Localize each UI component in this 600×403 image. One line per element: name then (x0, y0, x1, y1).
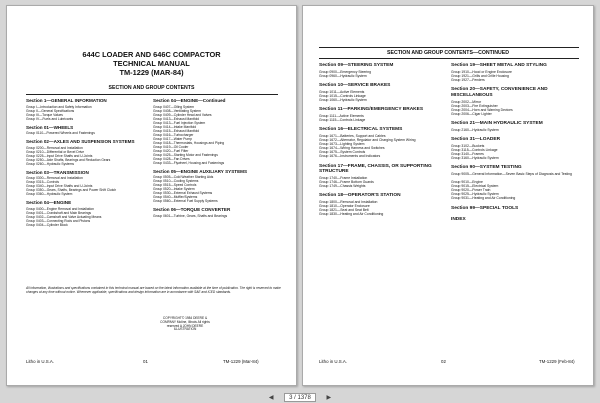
group-entry: Group 1746—Frame Bottom Guards (319, 180, 374, 184)
group-entry: Group 1749—Chassis Weights (319, 184, 366, 189)
group-entry: Group 1015—Controls Linkage (319, 93, 366, 98)
section-heading: Section 99—SPECIAL TOOLS (451, 205, 519, 211)
group-entry: Group 0425—Starting Motor and Fastenings (153, 152, 218, 157)
group-entry: Group 1821—Seat and Seat Belt (319, 208, 369, 213)
group-entry: Group 0340—Input Drive Shafts and U-Joints (26, 184, 93, 189)
group-entry: Group 0960—Hydraulic System (319, 73, 367, 78)
group-entry: Group 0300—Removal and Installation (26, 176, 83, 181)
divider (319, 47, 579, 48)
group-entry: Group 0419—Oil Cooler (153, 144, 189, 149)
notice-text: All information, illustrations and specifications contained in this technical manual are based on the latest information available at the time of publication. The right is reserved to make changes at any time without notice. Whenever applicable, specifications and design information are in accordance with SAE and ICED standards. (26, 286, 281, 294)
viewer-toolbar (0, 391, 600, 403)
section-heading: Section 06—TORQUE CONVERTER (153, 207, 231, 213)
section-heading: Section 18—OPERATOR'S STATION (319, 193, 401, 199)
group-entry: Group 1115—Controls Linkage (319, 118, 366, 122)
group-entry: Group 3160—Hydraulic System (451, 155, 499, 160)
group-entry: Group 9010—Engine (451, 180, 483, 184)
section-heading: Section 11—PARKING/EMERGENCY BRAKES (319, 107, 424, 113)
group-entry: Group 0110—Powered Wheels and Fastenings (26, 131, 95, 136)
section-heading: Section 16—ELECTRICAL SYSTEMS (319, 127, 403, 133)
group-entry: Group I—Introduction and Safety Information (26, 104, 92, 109)
group-entry: Group 0407—Oiling System (153, 104, 195, 109)
group-entry: Group 3140—Frames (451, 151, 484, 156)
group-entry: Group 2004—Horn and Warning Devices (451, 107, 513, 112)
section-heading: Section 20—SAFETY, CONVENIENCE AND MISCELLANEOUS (451, 87, 548, 98)
group-entry: Group 0350—Gears, Shafts, Bearings and Power Shift Clutch (26, 188, 117, 193)
footer-litho: Litho in U.S.A. (319, 359, 348, 364)
group-entry: Group 0420—Fuel Filter (153, 148, 189, 153)
group-entry: Group 0530—External Exhaust Systems (153, 191, 213, 196)
manual-title: 644C LOADER AND 646C COMPACTOR (82, 50, 221, 59)
group-entry: Group II—General Specifications (26, 108, 75, 113)
group-entry: Group 0401—Crankshaft and Main Bearings (26, 211, 92, 215)
section-heading: Section 90—SYSTEM TESTING (451, 165, 522, 170)
group-entry: Group 0200—Removal and Installation (26, 145, 83, 150)
contents-heading-continued: SECTION AND GROUP CONTENTS—CONTINUED (387, 50, 509, 56)
group-entry: Group 3102—Buckets (451, 143, 485, 148)
group-entry: Group 0225—Input Drive Shafts and U-Joints (26, 153, 93, 158)
group-entry: Group 0418—Thermostats, Housings and Piping (153, 140, 225, 145)
group-entry: Group 0404—Cylinder Block (26, 223, 68, 227)
group-entry: Group 0400—Engine Removal and Installation (26, 207, 94, 211)
group-entry: Group 0413—Fuel Injection System (153, 120, 206, 125)
group-entry: Group 0417—Water Pump (153, 136, 192, 141)
next-page-button[interactable]: ▶ (326, 394, 332, 401)
group-entry: Group 0315—Controls (26, 180, 59, 185)
group-entry: Group 2002—Mirror (451, 99, 482, 104)
group-entry: Group 1740—Frame Installation (319, 175, 368, 180)
group-entry: Group 9015—Electrical System (451, 184, 499, 189)
manual-number: TM-1229 (MAR-84) (119, 68, 184, 77)
group-entry: Group 0360—Hydraulic System (26, 192, 73, 197)
group-entry: Group 0505—Cold Weather Starting Aids (153, 175, 214, 180)
group-entry: Group 1830—Heating and Air Conditioning (319, 212, 384, 217)
footer-page-number: 02 (441, 359, 446, 364)
group-entry: Group 0433—Flywheel, Housing and Fastenings (153, 160, 225, 165)
group-entry: Group 1673—Lighting System (319, 142, 365, 147)
group-entry: Group 1675—System Controls (319, 150, 366, 155)
group-entry: Group 0416—Turbocharger (153, 132, 194, 137)
footer-manual-id: TM-1229 (Mar-84) (223, 359, 259, 364)
divider (319, 58, 579, 59)
group-entry: Group 1111—Active Elements (319, 113, 364, 118)
section-heading: Section 05—ENGINE AUXILIARY SYSTEMS (153, 168, 248, 174)
section-heading: Section 21—MAIN HYDRAULIC SYSTEM (451, 120, 543, 126)
group-entry: Group 0403—Connecting Rods and Pistons (26, 219, 91, 223)
section-heading: INDEX (451, 217, 466, 223)
group-entry: Group 0408—Ventilating System (153, 108, 201, 113)
group-entry: Group 0402—Camshaft and Valve Actuating Means (26, 215, 102, 219)
group-entry: Group IV—Fuels and Lubricants (26, 116, 74, 121)
section-heading: Section 19—SHEET METAL AND STYLING (451, 63, 547, 68)
group-entry: Group 2006—Cigar Lighter (451, 111, 492, 116)
section-heading: Section 1—GENERAL INFORMATION (26, 98, 107, 103)
divider (26, 94, 278, 95)
group-entry: Group 0414—Intake Manifold (153, 124, 197, 129)
section-heading: Section 03—TRANSMISSION (26, 169, 89, 175)
group-entry: Group 1810—Operator Enclosure (319, 204, 370, 209)
group-entry: Group 1927—Fenders (451, 78, 485, 82)
footer-manual-id: TM-1229 (Feb-84) (539, 359, 575, 364)
group-entry: Group 0601—Turbine, Gears, Shafts and Bearings (153, 213, 228, 218)
group-entry: Group 0900—Emergency Steering (319, 69, 372, 74)
group-entry: Group 0515—Speed Controls (153, 183, 197, 188)
page-indicator[interactable]: 3 / 1378 (284, 393, 316, 402)
group-entry: Group 0540—Muffler/Systems (153, 195, 198, 200)
group-entry: Group 0428—Fan Drives (153, 156, 190, 161)
group-entry: Group 1910—Hood or Engine Enclosure (451, 69, 512, 74)
group-entry: Group 0510—Cooling Systems (153, 179, 199, 184)
group-entry: Group 0409—Cylinder Head and Valves (153, 112, 212, 117)
group-entry: Group 1674—Wiring Harness and Switches (319, 146, 385, 151)
section-heading: Section 31—LOADER (451, 136, 501, 142)
group-entry: Group 9020—Power Train (451, 188, 491, 193)
previous-page-button[interactable]: ◀ (268, 394, 274, 401)
section-heading: Section 09—STEERING SYSTEM (319, 63, 394, 68)
group-entry: Group 2160—Hydraulic System (451, 127, 499, 132)
section-heading: Section 04—ENGINE (26, 200, 72, 206)
group-entry: Group 9005—General Information—Seven Basic Steps of Diagnosis and Testing (451, 171, 572, 176)
contents-heading: SECTION AND GROUP CONTENTS (108, 85, 195, 91)
group-entry: Group 1060—Hydraulic System (319, 98, 367, 102)
group-entry: Group 0210—Differential or Bevel Drive (26, 149, 85, 154)
manual-page-left (6, 5, 297, 386)
group-entry: Group 0413—Exhaust Manifold (153, 116, 200, 121)
group-entry: Group 3115—Controls Linkage (451, 147, 498, 152)
group-entry: Group 1800—Removal and Installation (319, 200, 378, 204)
section-heading: Section 04—ENGINE—Continued (153, 98, 226, 103)
group-entry: Group 1672—Alternator, Regulator and Charging System Wiring (319, 138, 416, 142)
manual-page-right (302, 5, 594, 386)
group-entry: Group 0415—Exhaust Manifold (153, 128, 200, 133)
manual-subtitle: TECHNICAL MANUAL (113, 59, 190, 68)
group-entry: Group 0560—External Fuel Supply Systems (153, 199, 218, 204)
group-entry: Group 2003—Fire Extinguisher (451, 103, 498, 108)
footer-litho: Litho in U.S.A. (26, 359, 55, 364)
group-entry: Group 0250—Axle Shafts, Bearings and Reduction Gears (26, 157, 111, 162)
section-heading: Section 10—SERVICE BRAKES (319, 83, 391, 88)
footer-page-number: 01 (143, 359, 148, 364)
group-entry: Group 9025—Hydraulic System (451, 192, 499, 197)
group-entry: Group 0260—Hydraulic Systems (26, 161, 75, 166)
group-entry: Group III—Torque Values (26, 112, 63, 117)
section-heading: Section 02—AXLES AND SUSPENSION SYSTEMS (26, 139, 135, 145)
group-entry: Group 0520—Intake System (153, 187, 195, 192)
group-entry: Group 1671—Batteries, Support and Cables (319, 133, 386, 138)
section-heading: Section 01—WHEELS (26, 124, 74, 130)
group-entry: Group 9031—Heating and Air Conditioning (451, 196, 516, 201)
section-heading: Section 17—FRAME, CHASSIS, OR SUPPORTING STRUCTURE (319, 163, 432, 175)
group-entry: Group 1676—Instruments and Indicators (319, 154, 381, 159)
group-entry: Group 1011—Active Elements (319, 89, 365, 94)
group-entry: Group 1921—Grills and Grille Housing (451, 73, 509, 78)
copyright-text: COPYRIGHT© 1984 DEERE & COMPANY Moline, Illinois All rights reserved A JOHN DEERE ILLUSTRATION (160, 316, 210, 332)
